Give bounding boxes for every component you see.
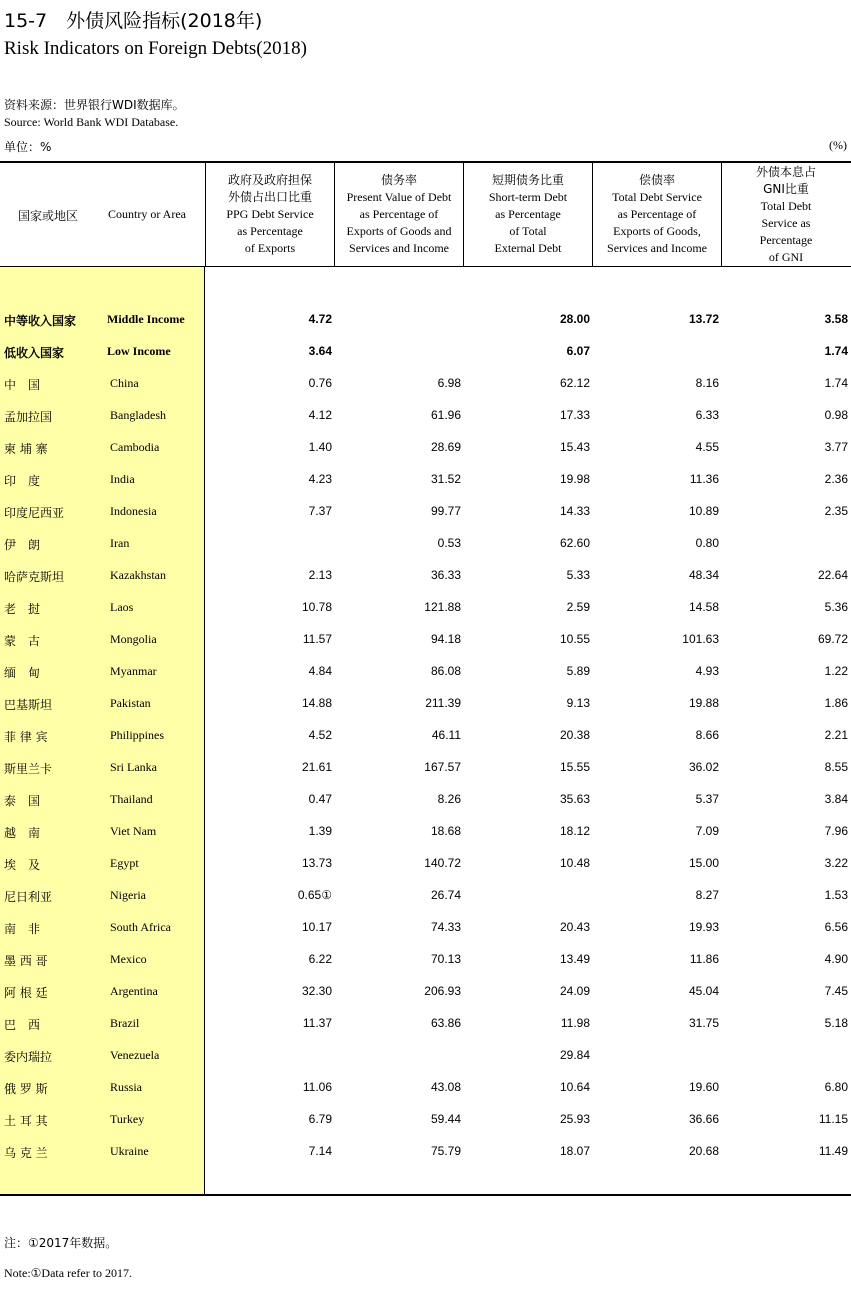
table-cell: 13.73 xyxy=(301,856,332,870)
country-name-en: India xyxy=(110,472,135,486)
table-cell: 2.13 xyxy=(308,568,332,582)
table-cell: 59.44 xyxy=(430,1112,461,1126)
table-cell: 3.77 xyxy=(824,440,848,454)
table-cell: 6.56 xyxy=(824,920,848,934)
table-row xyxy=(0,752,851,784)
table-row xyxy=(0,1072,851,1104)
table-cell: 26.74 xyxy=(430,888,461,902)
table-cell: 1.86 xyxy=(824,696,848,710)
table-cell: 11.15 xyxy=(818,1112,848,1126)
header-country-en: Country or Area xyxy=(108,207,186,221)
table-cell: 6.22 xyxy=(308,952,332,966)
table-cell: 11.57 xyxy=(302,632,332,646)
country-name-cn: 伊 朗 xyxy=(4,538,41,552)
country-name-cn: 墨 西 哥 xyxy=(4,954,48,968)
country-name-en: Low Income xyxy=(107,344,171,358)
country-name-en: Philippines xyxy=(110,728,165,742)
table-row xyxy=(0,848,851,880)
table-cell: 211.39 xyxy=(425,696,461,710)
table-cell: 63.86 xyxy=(430,1016,461,1030)
country-name-en: Pakistan xyxy=(110,696,151,710)
table-cell: 0.80 xyxy=(695,536,719,550)
table-cell: 15.00 xyxy=(688,856,719,870)
header-col-debt-service xyxy=(593,163,721,266)
table-cell: 7.09 xyxy=(695,824,719,838)
unit-label-en: (%) xyxy=(829,138,847,152)
table-cell: 6.98 xyxy=(437,376,461,390)
table-body xyxy=(0,267,851,1196)
table-cell: 0.53 xyxy=(437,536,461,550)
country-name-en: China xyxy=(110,376,139,390)
table-cell: 2.59 xyxy=(566,600,590,614)
table-cell: 19.98 xyxy=(559,472,590,486)
country-name-cn: 乌 克 兰 xyxy=(4,1146,48,1160)
table-row xyxy=(0,560,851,592)
table-row xyxy=(0,944,851,976)
table-cell: 18.12 xyxy=(559,824,590,838)
table-cell: 18.07 xyxy=(559,1144,590,1158)
table-cell: 36.33 xyxy=(430,568,461,582)
table-cell: 31.52 xyxy=(430,472,461,486)
header-col-debt-service-en: Total Debt Service as Percentage of Exports of Goods, Services and Income xyxy=(607,190,707,255)
table-row xyxy=(0,816,851,848)
table-cell: 20.38 xyxy=(559,728,590,742)
table-cell: 10.17 xyxy=(301,920,332,934)
table-cell: 10.48 xyxy=(559,856,590,870)
table-cell: 13.49 xyxy=(559,952,590,966)
table-cell: 29.84 xyxy=(559,1048,590,1062)
table-cell: 10.64 xyxy=(559,1080,590,1094)
table-cell: 8.27 xyxy=(695,888,719,902)
country-name-cn: 孟加拉国 xyxy=(4,410,53,424)
table-cell: 15.43 xyxy=(559,440,590,454)
header-col-debt-ratio xyxy=(335,163,463,266)
header-col-ppg xyxy=(206,163,334,266)
table-cell: 140.72 xyxy=(424,856,461,870)
table-cell: 61.96 xyxy=(430,408,461,422)
country-name-en: Laos xyxy=(110,600,134,614)
table-row xyxy=(0,688,851,720)
table-cell: 32.30 xyxy=(301,984,332,998)
country-name-cn: 俄 罗 斯 xyxy=(4,1082,48,1096)
table-row xyxy=(0,528,851,560)
table-cell: 5.37 xyxy=(695,792,719,806)
note-cn: 注：①2017年数据。 xyxy=(4,1236,118,1250)
header-col-debt-ratio-en: Present Value of Debt as Percentage of Exports of Goods and Services and Income xyxy=(346,190,452,255)
country-name-en: Myanmar xyxy=(110,664,157,678)
table-cell: 62.12 xyxy=(559,376,590,390)
table-cell: 69.72 xyxy=(817,632,848,646)
table-cell: 75.79 xyxy=(430,1144,461,1158)
table-cell: 4.52 xyxy=(308,728,332,742)
table-cell: 5.89 xyxy=(566,664,590,678)
country-name-en: Thailand xyxy=(110,792,153,806)
table-cell: 4.84 xyxy=(308,664,332,678)
table-row xyxy=(0,464,851,496)
table-cell: 18.68 xyxy=(430,824,461,838)
table-cell: 206.93 xyxy=(424,984,461,998)
table-row xyxy=(0,880,851,912)
country-name-en: Brazil xyxy=(110,1016,140,1030)
country-name-en: Bangladesh xyxy=(110,408,166,422)
country-name-en: Sri Lanka xyxy=(110,760,157,774)
table-cell: 10.55 xyxy=(559,632,590,646)
table-row xyxy=(0,624,851,656)
table-cell: 2.36 xyxy=(824,472,848,486)
table-cell: 21.61 xyxy=(301,760,332,774)
country-name-en: Middle Income xyxy=(107,312,185,326)
table-row xyxy=(0,912,851,944)
table-cell: 35.63 xyxy=(559,792,590,806)
table-row xyxy=(0,1040,851,1072)
header-col-short-term xyxy=(464,163,592,266)
table-cell: 36.66 xyxy=(688,1112,719,1126)
table-cell: 31.75 xyxy=(688,1016,719,1030)
table-cell: 6.07 xyxy=(566,344,590,358)
country-name-cn: 土 耳 其 xyxy=(4,1114,48,1128)
table-cell: 0.65① xyxy=(297,888,332,902)
table-cell: 14.33 xyxy=(559,504,590,518)
table-cell: 2.21 xyxy=(824,728,848,742)
table-cell: 17.33 xyxy=(559,408,590,422)
country-name-en: Kazakhstan xyxy=(110,568,166,582)
table-row xyxy=(0,1136,851,1168)
table-cell: 167.57 xyxy=(424,760,461,774)
table-cell: 19.88 xyxy=(688,696,719,710)
source-en: Source: World Bank WDI Database. xyxy=(4,115,179,129)
country-name-en: Cambodia xyxy=(110,440,160,454)
table-cell: 2.35 xyxy=(824,504,848,518)
table-cell: 1.22 xyxy=(824,664,848,678)
table-cell: 5.36 xyxy=(824,600,848,614)
country-name-en: Iran xyxy=(110,536,130,550)
table-cell: 14.58 xyxy=(688,600,719,614)
table-cell: 11.06 xyxy=(302,1080,332,1094)
table-cell: 36.02 xyxy=(688,760,719,774)
country-name-en: Venezuela xyxy=(110,1048,160,1062)
table-cell: 3.58 xyxy=(824,312,848,326)
table-row xyxy=(0,976,851,1008)
table-cell: 9.13 xyxy=(566,696,590,710)
table-cell: 13.72 xyxy=(688,312,719,326)
table-cell: 20.68 xyxy=(688,1144,719,1158)
table-row xyxy=(0,592,851,624)
table-cell: 1.74 xyxy=(824,344,848,358)
header-col-gni-en: Total Debt Service as Percentage of GNI xyxy=(759,198,813,264)
header-col-short-term-cn: 短期债务比重 xyxy=(491,173,564,187)
table-cell: 4.23 xyxy=(308,472,332,486)
country-name-cn: 泰 国 xyxy=(4,794,41,808)
table-row xyxy=(0,368,851,400)
country-name-cn: 老 挝 xyxy=(4,602,41,616)
table-cell: 43.08 xyxy=(430,1080,461,1094)
table-cell: 22.64 xyxy=(817,568,848,582)
header-col-short-term-en: Short-term Debt as Percentage of Total External Debt xyxy=(488,190,568,255)
country-name-cn: 埃 及 xyxy=(4,858,41,872)
table-cell: 6.33 xyxy=(695,408,719,422)
country-name-en: Turkey xyxy=(110,1112,145,1126)
header-col-ppg-en: PPG Debt Service as Percentage of Exports xyxy=(226,207,314,255)
table-cell: 25.93 xyxy=(559,1112,590,1126)
header-col-ppg-cn: 政府及政府担保 外债占出口比重 xyxy=(227,173,312,204)
table-cell: 8.16 xyxy=(695,376,719,390)
table-cell: 121.88 xyxy=(424,600,461,614)
header-col-debt-service-cn: 偿债率 xyxy=(638,173,675,187)
country-name-cn: 柬 埔 寨 xyxy=(4,442,48,456)
country-name-en: Mongolia xyxy=(110,632,157,646)
country-name-cn: 印 度 xyxy=(4,474,41,488)
country-name-en: Argentina xyxy=(110,984,158,998)
table-cell: 3.22 xyxy=(824,856,848,870)
table-cell: 19.93 xyxy=(688,920,719,934)
table-cell: 8.55 xyxy=(824,760,848,774)
table-cell: 19.60 xyxy=(688,1080,719,1094)
table-cell: 70.13 xyxy=(430,952,461,966)
header-country-cn: 国家或地区 xyxy=(18,209,79,223)
page-title-cn: 15-7 外债风险指标(2018年) xyxy=(4,10,263,32)
country-name-cn: 委内瑞拉 xyxy=(4,1050,53,1064)
country-name-cn: 菲 律 宾 xyxy=(4,730,48,744)
country-name-en: Egypt xyxy=(110,856,139,870)
country-name-cn: 低收入国家 xyxy=(4,346,65,360)
table-cell: 7.96 xyxy=(824,824,848,838)
table-cell: 6.79 xyxy=(308,1112,332,1126)
country-name-cn: 缅 甸 xyxy=(4,666,41,680)
table-cell: 4.90 xyxy=(824,952,848,966)
table-cell: 7.37 xyxy=(308,504,332,518)
table-cell: 11.36 xyxy=(689,472,719,486)
risk-indicators-table xyxy=(0,161,851,1196)
table-cell: 5.33 xyxy=(566,568,590,582)
country-name-cn: 越 南 xyxy=(4,826,41,840)
table-cell: 48.34 xyxy=(688,568,719,582)
table-cell: 28.00 xyxy=(559,312,590,326)
table-cell: 99.77 xyxy=(430,504,461,518)
header-col-debt-ratio-cn: 债务率 xyxy=(380,173,417,187)
table-cell: 11.37 xyxy=(302,1016,332,1030)
table-cell: 7.14 xyxy=(308,1144,332,1158)
country-name-cn: 阿 根 廷 xyxy=(4,986,48,1000)
table-cell: 4.55 xyxy=(695,440,719,454)
table-cell: 1.74 xyxy=(824,376,848,390)
country-name-en: Ukraine xyxy=(110,1144,149,1158)
table-cell: 15.55 xyxy=(559,760,590,774)
country-name-cn: 斯里兰卡 xyxy=(4,762,53,776)
table-cell: 0.76 xyxy=(308,376,332,390)
table-cell: 20.43 xyxy=(559,920,590,934)
table-row xyxy=(0,336,851,368)
country-name-en: South Africa xyxy=(110,920,171,934)
country-name-en: Mexico xyxy=(110,952,147,966)
table-row xyxy=(0,656,851,688)
table-cell: 6.80 xyxy=(824,1080,848,1094)
table-cell: 0.47 xyxy=(308,792,332,806)
note-en: Note:①Data refer to 2017. xyxy=(4,1266,133,1280)
table-cell: 101.63 xyxy=(682,632,719,646)
country-name-cn: 哈萨克斯坦 xyxy=(4,570,65,584)
table-row xyxy=(0,1104,851,1136)
country-name-en: Nigeria xyxy=(110,888,146,902)
country-name-cn: 蒙 古 xyxy=(4,634,41,648)
table-cell: 8.26 xyxy=(437,792,461,806)
table-header xyxy=(0,161,851,267)
table-cell: 7.45 xyxy=(824,984,848,998)
table-cell: 28.69 xyxy=(430,440,461,454)
country-name-en: Viet Nam xyxy=(110,824,157,838)
country-name-cn: 印度尼西亚 xyxy=(4,506,65,520)
table-row xyxy=(0,400,851,432)
table-cell: 11.98 xyxy=(560,1016,590,1030)
table-row xyxy=(0,432,851,464)
table-cell: 11.49 xyxy=(818,1144,848,1158)
table-row xyxy=(0,720,851,752)
table-cell: 8.66 xyxy=(695,728,719,742)
country-name-cn: 巴基斯坦 xyxy=(4,698,53,712)
table-cell: 4.72 xyxy=(308,312,332,326)
country-name-en: Russia xyxy=(110,1080,143,1094)
table-cell: 1.53 xyxy=(824,888,848,902)
table-row xyxy=(0,1008,851,1040)
table-cell: 94.18 xyxy=(430,632,461,646)
table-cell: 45.04 xyxy=(688,984,719,998)
table-cell: 11.86 xyxy=(689,952,719,966)
page-title-en: Risk Indicators on Foreign Debts(2018) xyxy=(4,38,307,59)
table-cell: 24.09 xyxy=(559,984,590,998)
country-name-cn: 南 非 xyxy=(4,922,41,936)
country-name-cn: 尼日利亚 xyxy=(4,890,53,904)
table-cell: 74.33 xyxy=(430,920,461,934)
table-cell: 14.88 xyxy=(301,696,332,710)
table-cell: 10.89 xyxy=(688,504,719,518)
country-name-cn: 中 国 xyxy=(4,378,41,392)
table-cell: 86.08 xyxy=(430,664,461,678)
unit-label: 单位：% xyxy=(4,140,52,154)
table-row xyxy=(0,784,851,816)
table-cell: 4.93 xyxy=(695,664,719,678)
table-cell: 4.12 xyxy=(308,408,332,422)
source-cn: 资料来源：世界银行WDI数据库。 xyxy=(4,98,185,112)
header-col-gni xyxy=(722,163,850,266)
header-col-gni-cn: 外债本息占 GNI比重 xyxy=(755,164,816,196)
table-cell: 1.39 xyxy=(308,824,332,838)
country-name-en: Indonesia xyxy=(110,504,157,518)
table-row xyxy=(0,304,851,336)
country-name-cn: 巴 西 xyxy=(4,1018,41,1032)
table-cell: 10.78 xyxy=(301,600,332,614)
table-cell: 0.98 xyxy=(824,408,848,422)
table-cell: 3.84 xyxy=(824,792,848,806)
table-row xyxy=(0,496,851,528)
country-name-cn: 中等收入国家 xyxy=(4,314,77,328)
table-cell: 46.11 xyxy=(431,728,461,742)
table-cell: 5.18 xyxy=(824,1016,848,1030)
table-cell: 62.60 xyxy=(559,536,590,550)
table-cell: 3.64 xyxy=(308,344,332,358)
table-cell: 1.40 xyxy=(308,440,332,454)
